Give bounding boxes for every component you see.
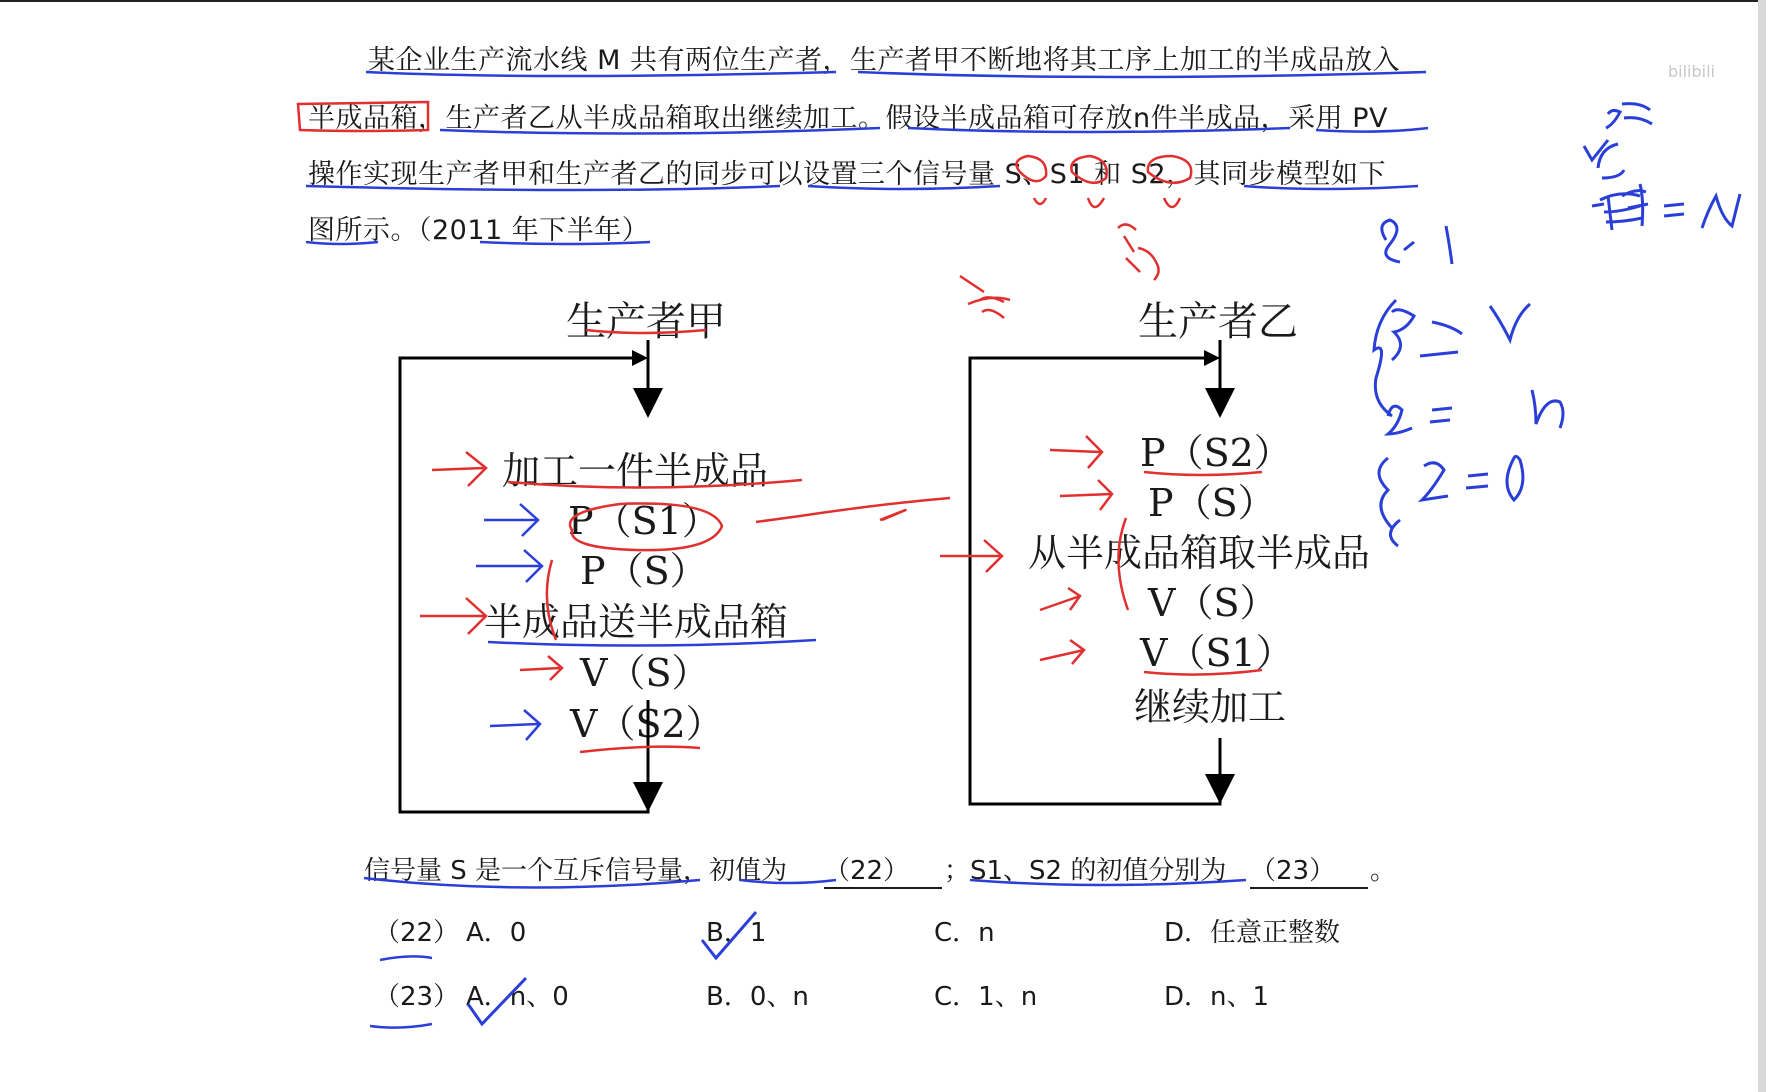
q23-option-b[interactable]: B．0、n (706, 982, 809, 1012)
producer-a-title: 生产者甲 (566, 299, 726, 345)
blue-arrows (476, 504, 542, 740)
q22-label: （22） (374, 918, 460, 948)
producer-a-step-p-s: P（S） (580, 549, 708, 593)
question-end: 。 (1370, 856, 1397, 886)
handwritten-notes (1374, 104, 1740, 546)
loop-arrow-a (632, 350, 648, 366)
blank-23: （23） (1250, 850, 1368, 889)
producer-b-step-take: 从半成品箱取半成品 (1028, 531, 1371, 575)
producer-b-step-p-s2: P（S2） (1140, 431, 1292, 475)
producer-b-flow (970, 340, 1220, 804)
q22-option-b[interactable]: B．1 (706, 918, 767, 948)
q22-option-a[interactable]: A．0 (466, 918, 527, 948)
producer-b-step-p-s: P（S） (1148, 481, 1276, 525)
producer-a-step-v-s: V（S） (580, 651, 710, 695)
red-annotations (298, 102, 1262, 752)
question-text-b: ；S1、S2 的初值分别为 (944, 856, 1227, 886)
producer-b-step-continue: 继续加工 (1134, 685, 1287, 729)
producer-b-step-v-s1: V（S1） (1140, 631, 1294, 675)
q23-option-a[interactable]: A．n、0 (466, 982, 569, 1012)
producer-a-step-v-s2: V（S2） (570, 702, 724, 746)
red-handwriting (960, 224, 1159, 318)
problem-line-1: 某企业生产流水线 M 共有两位生产者，生产者甲不断地将其工序上加工的半成品放入 (368, 45, 1400, 76)
loop-arrow-b (1204, 350, 1220, 366)
producer-a-flow (400, 340, 648, 812)
blue-underlines (306, 72, 1428, 1028)
problem-line-4: 图所示。（2011 年下半年） (308, 215, 650, 246)
producer-b-step-v-s: V（S） (1148, 581, 1278, 625)
question-text-a: 信号量 S 是一个互斥信号量，初值为 (364, 856, 788, 886)
q22-option-c[interactable]: C．n (934, 918, 995, 948)
blank-22: （22） (824, 850, 942, 889)
problem-line-3: 操作实现生产者甲和生产者乙的同步可以设置三个信号量 S、S1 和 S2，其同步模型如下 (308, 159, 1387, 190)
producer-a-step-p-s1: P（S1） (568, 499, 720, 543)
q23-option-c[interactable]: C．1、n (934, 982, 1038, 1012)
q23-label: （23） (374, 982, 460, 1012)
producer-b-title: 生产者乙 (1138, 299, 1298, 345)
check-marks (468, 912, 756, 1024)
producer-a-step-send: 半成品送半成品箱 (484, 600, 789, 644)
producer-a-step-process: 加工一件半成品 (502, 449, 769, 493)
q22-option-d[interactable]: D．任意正整数 (1164, 918, 1341, 948)
problem-line-2: 半成品箱，生产者乙从半成品箱取出继续加工。假设半成品箱可存放n件半成品，采用 PV (308, 103, 1388, 134)
q23-option-d[interactable]: D．n、1 (1164, 982, 1270, 1012)
watermark: bilibili (1668, 62, 1715, 81)
